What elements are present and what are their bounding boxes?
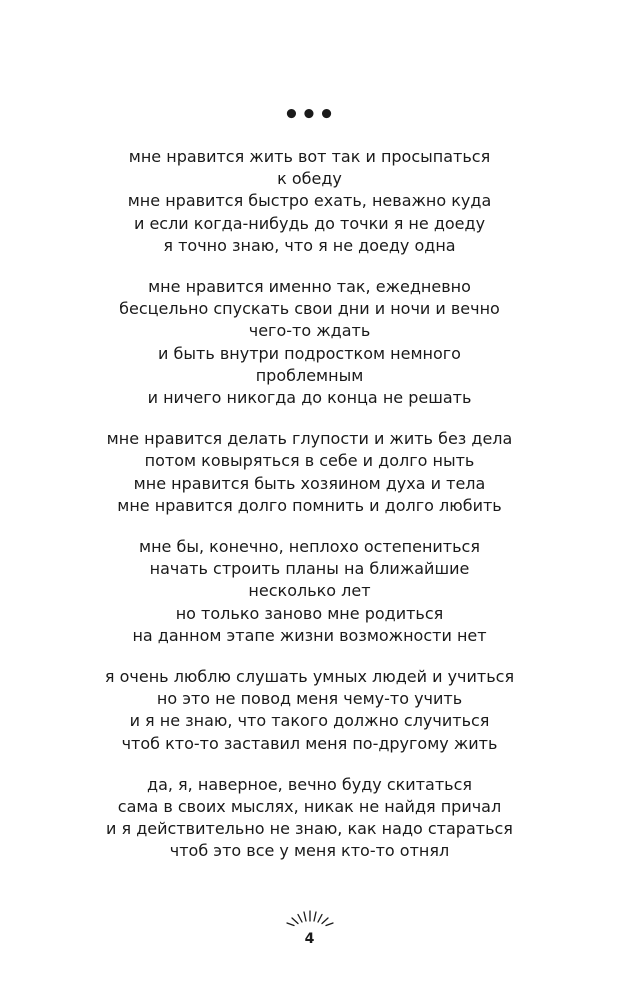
sunburst-icon [280, 908, 340, 928]
poem-line: к обеду [277, 169, 342, 189]
page-number: 4 [304, 931, 315, 947]
poem-line: и ничего никогда до конца не решать [147, 388, 472, 408]
poem-line: да, я, наверное, вечно буду скитаться [147, 774, 472, 794]
stanza [40, 536, 579, 647]
stanza [40, 774, 579, 863]
poem-line: я очень люблю слушать умных людей и учиться [104, 667, 515, 687]
section-ornament: ••• [283, 100, 336, 130]
poem-line: проблемным [255, 365, 364, 385]
poem-line: мне нравится делать глупости и жить без дела [106, 429, 513, 449]
stanza [40, 276, 579, 409]
page-footer [0, 908, 619, 948]
poem-line: и быть внутри подростком немного [158, 343, 461, 363]
poem-line: начать строить планы на ближайшие [149, 559, 470, 579]
poem-line: мне нравится именно так, ежедневно [148, 277, 471, 297]
poem-line: мне нравится долго помнить и долго любить [117, 495, 502, 515]
poem-line: на данном этапе жизни возможности нет [132, 625, 487, 645]
poem-line: несколько лет [248, 581, 371, 601]
poem-line: но только заново мне родиться [175, 603, 444, 623]
poem-line: чтоб это все у меня кто-то отнял [169, 841, 450, 861]
poem-line: но это не повод меня чему-то учить [156, 689, 463, 709]
poem-line: сама в своих мыслях, никак не найдя причал [117, 797, 502, 817]
poem-line: потом ковыряться в себе и долго ныть [144, 451, 475, 471]
stanza [40, 146, 579, 257]
poem-line: мне нравится жить вот так и просыпаться [128, 147, 491, 166]
poem-line: бесцельно спускать свои дни и ночи и вечно [119, 299, 500, 319]
stanza [40, 666, 579, 755]
poem-line: чего-то ждать [248, 321, 371, 341]
poem-line: мне нравится быть хозяином духа и тела [133, 473, 486, 493]
poem-line: и если когда-нибудь до точки я не доеду [133, 213, 486, 233]
poem [40, 146, 579, 882]
stanza [40, 428, 579, 517]
poem-line: мне бы, конечно, неплохо остепениться [139, 537, 480, 557]
poem-line: чтоб кто-то заставил меня по-другому жить [121, 733, 498, 753]
poem-line: и я действительно не знаю, как надо стараться [106, 819, 513, 839]
poem-line: мне нравится быстро ехать, неважно куда [127, 191, 492, 211]
poem-line: я точно знаю, что я не доеду одна [163, 235, 456, 255]
poem-line: и я не знаю, что такого должно случиться [129, 711, 490, 731]
